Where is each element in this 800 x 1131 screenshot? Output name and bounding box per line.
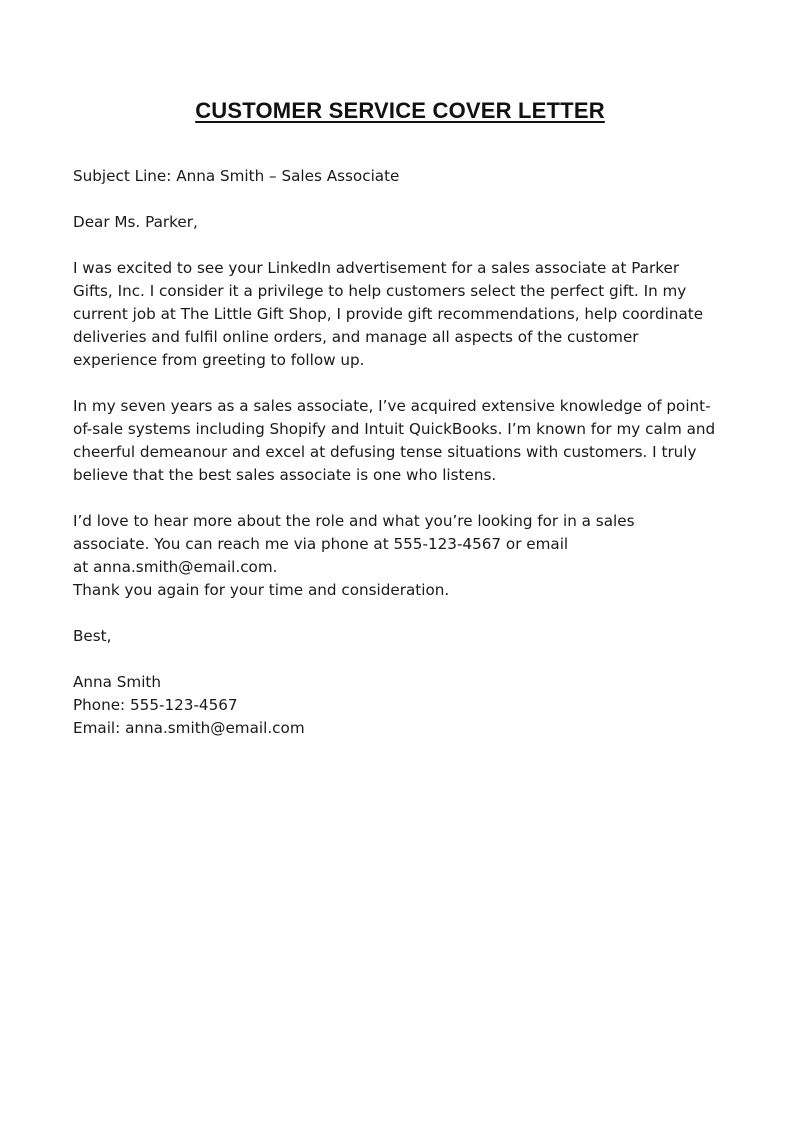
paragraph-line: In my seven years as a sales associate, I’ve acquired extensive knowledge of point-: [73, 397, 711, 415]
signature-block: [73, 671, 728, 740]
signature-phone: Phone: 555-123-4567: [73, 696, 238, 714]
closing: Best,: [73, 627, 112, 645]
paragraph-line: experience from greeting to follow up.: [73, 351, 365, 369]
paragraph-line: of-sale systems including Shopify and Intuit QuickBooks. I’m known for my calm and: [73, 420, 716, 438]
signature-name: Anna Smith: [73, 673, 162, 691]
paragraph-contact: [73, 510, 728, 602]
paragraph-line: deliveries and fulfil online orders, and manage all aspects of the customer: [73, 328, 639, 346]
paragraph-line: current job at The Little Gift Shop, I provide gift recommendations, help coordinate: [73, 305, 704, 323]
signature-email: Email: anna.smith@email.com: [73, 719, 305, 737]
page-title: CUSTOMER SERVICE COVER LETTER: [195, 98, 605, 123]
paragraph-line: I was excited to see your LinkedIn advertisement for a sales associate at Parker: [73, 259, 680, 277]
letter-body: [73, 165, 728, 763]
paragraph-line: believe that the best sales associate is one who listens.: [73, 466, 497, 484]
paragraph-line: cheerful demeanour and excel at defusing tense situations with customers. I truly: [73, 443, 697, 461]
paragraph-line: associate. You can reach me via phone at 555-123-4567 or email: [73, 535, 569, 553]
salutation: Dear Ms. Parker,: [73, 213, 198, 231]
paragraph-line: Gifts, Inc. I consider it a privilege to help customers select the perfect gift. In my: [73, 282, 687, 300]
subject-line: Subject Line: Anna Smith – Sales Associate: [73, 167, 400, 185]
paragraph-experience: [73, 395, 728, 487]
paragraph-intro: [73, 257, 728, 372]
paragraph-line: Thank you again for your time and consideration.: [73, 581, 450, 599]
paragraph-line: at anna.smith@email.com.: [73, 558, 278, 576]
paragraph-line: I’d love to hear more about the role and what you’re looking for in a sales: [73, 512, 635, 530]
